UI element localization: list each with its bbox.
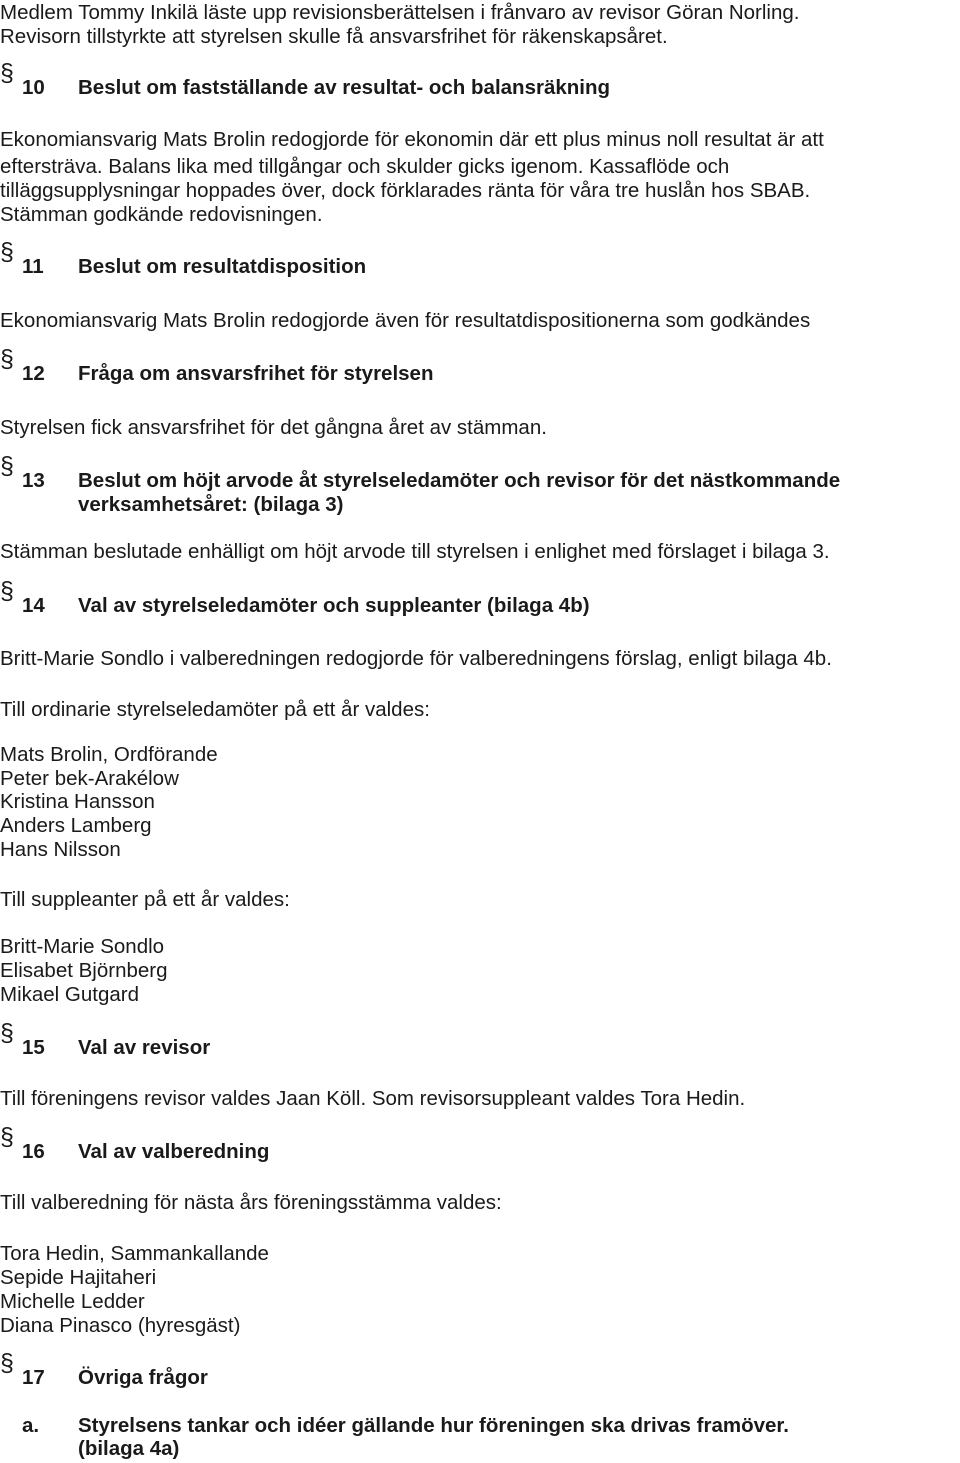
section-10-heading — [0, 59, 960, 100]
section-title: Fråga om ansvarsfrihet för styrelsen — [78, 362, 434, 385]
section-title: Beslut om fastställande av resultat- och balansräkning — [78, 76, 611, 99]
section-number: 16 — [22, 1140, 45, 1163]
section-number: 10 — [22, 76, 45, 99]
section-13-title-line-2: verksamhetsåret: (bilaga 3) — [78, 493, 344, 516]
board-member: Mats Brolin, Ordförande — [0, 743, 218, 766]
section-number: 11 — [22, 255, 44, 278]
section-symbol: § — [0, 59, 14, 87]
board-member: Anders Lamberg — [0, 814, 152, 837]
section-15-heading — [0, 1019, 960, 1060]
item-a-line-1: Styrelsens tankar och idéer gällande hur föreningen ska drivas framöver. — [78, 1414, 789, 1437]
section-15-text: Till föreningens revisor valdes Jaan Köll. Som revisorsuppleant valdes Tora Hedin. — [0, 1087, 746, 1110]
section-symbol: § — [0, 452, 14, 480]
committee-member: Diana Pinasco (hyresgäst) — [0, 1314, 241, 1337]
section-10-line-4: Stämman godkände redovisningen. — [0, 203, 323, 226]
section-14-heading — [0, 577, 960, 618]
section-title: Val av revisor — [78, 1036, 211, 1059]
section-title-line-1: Beslut om höjt arvode åt styrelseledamöter och revisor för det nästkommande — [78, 469, 841, 492]
deputy-member: Britt-Marie Sondlo — [0, 935, 165, 958]
item-a-line-2: (bilaga 4a) — [78, 1437, 180, 1460]
valberedning-heading: Till valberedning för nästa års föreningsstämma valdes: — [0, 1191, 502, 1214]
intro-line-2: Revisorn tillstyrkte att styrelsen skulle få ansvarsfrihet för räkenskapsåret. — [0, 25, 668, 48]
section-symbol: § — [0, 577, 14, 605]
committee-member: Sepide Hajitaheri — [0, 1266, 157, 1289]
section-title: Beslut om resultatdisposition — [78, 255, 367, 278]
section-10-line-2: eftersträva. Balans lika med tillgångar och skulder gicks igenom. Kassaflöde och — [0, 155, 730, 178]
section-symbol: § — [0, 345, 14, 373]
suppleanter-heading: Till suppleanter på ett år valdes: — [0, 888, 290, 911]
section-number: 13 — [22, 469, 45, 492]
section-symbol: § — [0, 1019, 14, 1047]
section-10-line-3: tilläggsupplysningar hoppades över, dock förklarades ränta för våra tre huslån hos SBAB. — [0, 179, 811, 202]
section-number: 15 — [22, 1036, 45, 1059]
section-title: Övriga frågor — [78, 1366, 208, 1389]
section-number: 12 — [22, 362, 45, 385]
section-symbol: § — [0, 238, 14, 266]
section-number: 14 — [22, 594, 45, 617]
section-13-heading — [0, 452, 960, 493]
board-member: Peter bek-Arakélow — [0, 767, 179, 790]
section-17-heading — [0, 1349, 960, 1390]
ordinarie-heading: Till ordinarie styrelseledamöter på ett år valdes: — [0, 698, 430, 721]
board-member: Hans Nilsson — [0, 838, 121, 861]
section-10-line-1: Ekonomiansvarig Mats Brolin redogjorde för ekonomin där ett plus minus noll resultat är att — [0, 128, 824, 151]
committee-member: Michelle Ledder — [0, 1290, 145, 1313]
section-11-heading — [0, 238, 960, 279]
section-11-text: Ekonomiansvarig Mats Brolin redogjorde även för resultatdispositionerna som godkändes — [0, 309, 811, 332]
section-13-text: Stämman beslutade enhälligt om höjt arvode till styrelsen i enlighet med förslaget i bilaga 3. — [0, 540, 830, 563]
section-title: Val av valberedning — [78, 1140, 270, 1163]
section-symbol: § — [0, 1123, 14, 1151]
deputy-member: Elisabet Björnberg — [0, 959, 168, 982]
committee-member: Tora Hedin, Sammankallande — [0, 1242, 269, 1265]
section-12-text: Styrelsen fick ansvarsfrihet för det gångna året av stämman. — [0, 416, 547, 439]
item-a-letter: a. — [22, 1414, 40, 1437]
section-12-heading — [0, 345, 960, 386]
section-14-text: Britt-Marie Sondlo i valberedningen redogjorde för valberedningens förslag, enligt bilaga 4b. — [0, 647, 832, 670]
board-member: Kristina Hansson — [0, 790, 155, 813]
section-symbol: § — [0, 1349, 14, 1377]
section-title: Val av styrelseledamöter och suppleanter (bilaga 4b) — [78, 594, 590, 617]
deputy-member: Mikael Gutgard — [0, 983, 140, 1006]
section-16-heading — [0, 1123, 960, 1164]
section-number: 17 — [22, 1366, 45, 1389]
intro-line-1: Medlem Tommy Inkilä läste upp revisionsberättelsen i frånvaro av revisor Göran Norling. — [0, 1, 800, 24]
